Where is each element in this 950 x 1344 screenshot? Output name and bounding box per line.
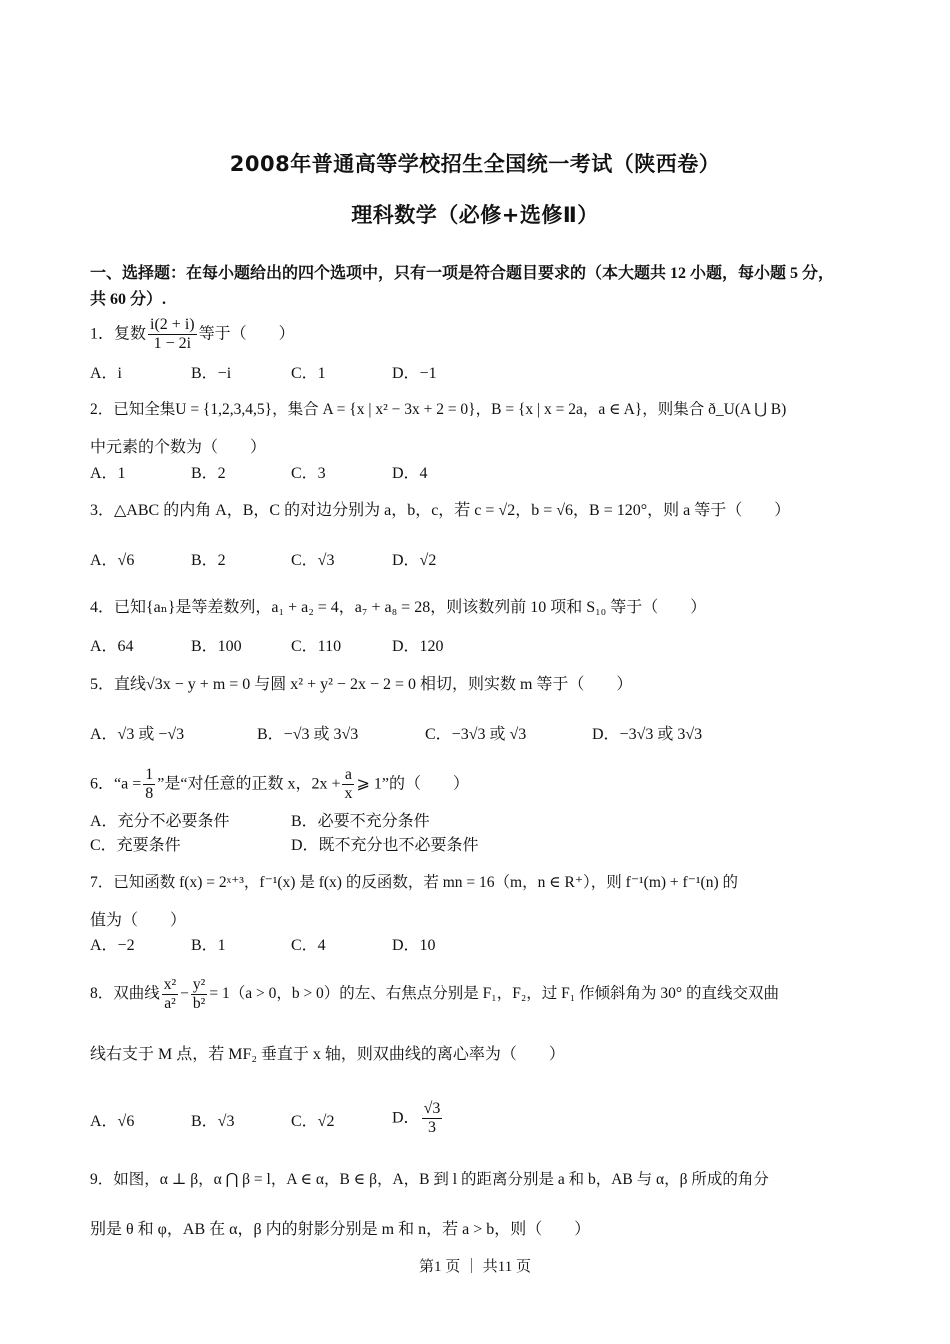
q3-option-b: B．2 bbox=[191, 552, 226, 569]
q3-option-d: D．√2 bbox=[392, 552, 437, 569]
q1-prefix: 1．复数 bbox=[90, 325, 147, 343]
q8-x-denominator: a² bbox=[164, 994, 176, 1012]
section-heading-line2: 共 60 分）. bbox=[90, 291, 167, 308]
question-5: 5．直线√3x − y + m = 0 与圆 x² + y² − 2x − 2 = 0 相切，则实数 m 等于（ ） bbox=[90, 676, 633, 693]
section-heading-line1: 一、选择题：在每小题给出的四个选项中，只有一项是符合题目要求的（本大题共 12 小题，每小题 5 分， bbox=[90, 265, 835, 282]
q7-option-c: C．4 bbox=[291, 937, 326, 954]
q2-option-d: D．4 bbox=[392, 465, 428, 482]
q8-option-a: A．√6 bbox=[90, 1113, 135, 1130]
q8-prefix: 8．双曲线 bbox=[90, 984, 160, 1002]
q8-x-numerator: x² bbox=[163, 976, 177, 993]
q8-rest: = 1（a > 0，b > 0）的左、右焦点分别是 F₁，F₂，过 F₁ 作倾斜角为 30° 的直线交双曲 bbox=[209, 984, 779, 1002]
q7-option-b: B．1 bbox=[191, 937, 226, 954]
exam-subtitle: 理科数学（必修+选修Ⅱ） bbox=[351, 203, 599, 227]
q8-option-d-denominator: 3 bbox=[427, 1119, 436, 1137]
q6-option-d: D．既不充分也不必要条件 bbox=[291, 837, 479, 854]
q8-x-fraction bbox=[162, 976, 178, 1013]
q1-option-a: A．i bbox=[90, 365, 123, 382]
q8-option-d bbox=[392, 1100, 444, 1138]
q2-option-a: A．1 bbox=[90, 465, 126, 482]
q5-option-a: A．√3 或 −√3 bbox=[90, 726, 185, 743]
q8-y-fraction bbox=[191, 976, 207, 1013]
q8-option-d-fraction bbox=[422, 1100, 443, 1138]
q6-a-fraction bbox=[143, 766, 155, 804]
q6-option-a: A．充分不必要条件 bbox=[90, 813, 230, 830]
q2-option-c: C．3 bbox=[291, 465, 326, 482]
q8-option-d-numerator: √3 bbox=[422, 1100, 443, 1119]
q6-a-numerator: 1 bbox=[143, 766, 155, 785]
q8-minus: − bbox=[180, 984, 189, 1002]
q1-option-b: B．−i bbox=[191, 365, 232, 382]
question-7-line1: 7．已知函数 f(x) = 2ˣ⁺³，f⁻¹(x) 是 f(x) 的反函数，若 mn = 16（m，n ∈ R⁺），则 f⁻¹(m) + f⁻¹(n) 的 bbox=[90, 874, 738, 891]
q6-option-b: B．必要不充分条件 bbox=[291, 813, 430, 830]
q4-option-a: A．64 bbox=[90, 638, 134, 655]
q1-fraction bbox=[148, 316, 197, 354]
question-8-line1 bbox=[90, 976, 779, 1013]
q8-option-d-label: D． bbox=[392, 1109, 420, 1127]
q4-option-c: C．110 bbox=[291, 638, 342, 655]
question-2-line1: 2．已知全集U = {1,2,3,4,5}，集合 A = {x | x² − 3x + 2 = 0}，B = {x | x = 2a，a ∈ A}，则集合 ð_U(A ⋃ B) bbox=[90, 401, 787, 418]
exam-title: 2008年普通高等学校招生全国统一考试（陕西卷） bbox=[229, 152, 721, 176]
q5-option-c: C．−3√3 或 √3 bbox=[425, 726, 527, 743]
question-6 bbox=[90, 766, 469, 804]
question-9-line2: 别是 θ 和 φ，AB 在 α，β 内的射影分别是 m 和 n，若 a > b，则（ ） bbox=[90, 1221, 591, 1238]
q5-option-d: D．−3√3 或 3√3 bbox=[592, 726, 703, 743]
q6-x-denominator: x bbox=[344, 785, 353, 803]
q8-option-c: C．√2 bbox=[291, 1113, 335, 1130]
q8-y-denominator: b² bbox=[192, 994, 206, 1012]
q6-x-numerator: a bbox=[342, 766, 354, 785]
q1-suffix: 等于（ ） bbox=[198, 325, 295, 343]
q1-option-c: C．1 bbox=[291, 365, 326, 382]
page-footer: 第1 页 ｜ 共11 页 bbox=[419, 1259, 531, 1275]
q6-suffix: ⩾ 1”的（ ） bbox=[356, 775, 469, 793]
q3-option-c: C．√3 bbox=[291, 552, 335, 569]
q1-numerator: i(2 + i) bbox=[148, 316, 197, 335]
q6-middle: ”是“对任意的正数 x，2x + bbox=[157, 775, 341, 793]
q5-option-b: B．−√3 或 3√3 bbox=[257, 726, 359, 743]
q8-y-numerator: y² bbox=[192, 976, 206, 993]
q4-option-b: B．100 bbox=[191, 638, 242, 655]
q3-option-a: A．√6 bbox=[90, 552, 135, 569]
q6-x-fraction bbox=[342, 766, 354, 804]
q1-denominator: 1 − 2i bbox=[153, 335, 192, 353]
q1-option-d: D．−1 bbox=[392, 365, 437, 382]
q6-a-denominator: 8 bbox=[145, 785, 154, 803]
q8-option-b: B．√3 bbox=[191, 1113, 235, 1130]
q6-option-c: C．充要条件 bbox=[90, 837, 181, 854]
q7-option-a: A．−2 bbox=[90, 937, 135, 954]
q7-option-d: D．10 bbox=[392, 937, 436, 954]
question-8-line2: 线右支于 M 点，若 MF₂ 垂直于 x 轴，则双曲线的离心率为（ ） bbox=[90, 1046, 565, 1063]
question-9-line1: 9．如图，α ⊥ β，α ⋂ β = l，A ∈ α，B ∈ β，A，B 到 l 的距离分别是 a 和 b，AB 与 α，β 所成的角分 bbox=[90, 1171, 769, 1188]
question-4: 4．已知{aₙ}是等差数列，a₁ + a₂ = 4，a₇ + a₈ = 28，则该数列前 10 项和 S₁₀ 等于（ ） bbox=[90, 599, 707, 616]
q2-option-b: B．2 bbox=[191, 465, 226, 482]
q6-prefix: 6．“a = bbox=[90, 775, 142, 793]
question-1 bbox=[90, 316, 295, 354]
q4-option-d: D．120 bbox=[392, 638, 444, 655]
question-2-line2: 中元素的个数为（ ） bbox=[90, 439, 267, 456]
question-7-line2: 值为（ ） bbox=[90, 912, 187, 929]
question-3: 3．△ABC 的内角 A，B，C 的对边分别为 a，b，c，若 c = √2，b = √6，B = 120°，则 a 等于（ ） bbox=[90, 502, 791, 519]
